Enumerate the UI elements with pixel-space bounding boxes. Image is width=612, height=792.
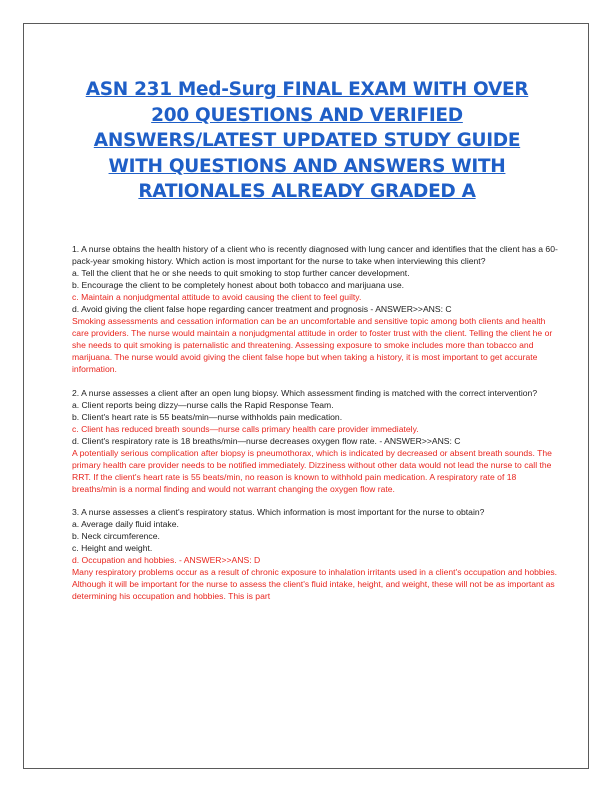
option-c-correct: c. Client has reduced breath sounds—nurse calls primary health care provider immediately. [72, 423, 419, 434]
option-b: b. Encourage the client to be completely honest about both tobacco and marijuana use. [72, 280, 405, 291]
rationale: A potentially serious complication after biopsy is pneumothorax, which is indicated by decreased or absent breath sounds. The primary health care provider needs to be notified immediately. Dizziness without other data would not lead the nurse to call the RRT. If the client's heart rate is 55 beats/min, no reason is known to withhold pain medication. A respiratory rate of 18 breaths/min is a normal finding and would not warrant changing the oxygen flow rate. [72, 447, 552, 494]
rationale: Smoking assessments and cessation information can be an uncomfortable and sensitive topic among both clients and health care providers. The nurse would maintain a nonjudgmental attitude in order to foster trust with the client. Telling the client he or she needs to quit smoking is paternalistic and threatening. Assessing exposure to smoke includes more than tobacco and marijuana. The nurse would avoid giving the client false hope but when taking a history, it is most important to get accurate information. [72, 316, 553, 375]
document-page [23, 23, 589, 769]
question-stem: 1. A nurse obtains the health history of a client who is recently diagnosed with lung cancer and identifies that the client has a 60-pack-year smoking history. Which action is most important for the nurse to take when interviewing this client? [72, 244, 558, 267]
question-3 [72, 506, 562, 602]
option-d-correct: d. Occupation and hobbies. - ANSWER>>ANS: D [72, 555, 261, 566]
question-1 [72, 243, 562, 376]
option-b: b. Neck circumference. [72, 531, 160, 542]
option-c: c. Height and weight. [72, 543, 153, 554]
question-stem: 2. A nurse assesses a client after an open lung biopsy. Which assessment finding is matched with the correct intervention? [72, 387, 538, 398]
option-c-correct: c. Maintain a nonjudgmental attitude to avoid causing the client to feel guilty. [72, 292, 362, 303]
document-title[interactable]: ASN 231 Med-Surg FINAL EXAM WITH OVER 200 QUESTIONS AND VERIFIED ANSWERS/LATEST UPDATED STUDY GUIDE WITH QUESTIONS AND ANSWERS WITH RATIONALES ALREADY GRADED A [85, 79, 529, 202]
question-stem: 3. A nurse assesses a client's respiratory status. Which information is most important for the nurse to obtain? [72, 506, 485, 517]
option-a: a. Client reports being dizzy—nurse calls the Rapid Response Team. [72, 399, 334, 410]
question-2 [72, 387, 562, 495]
option-b: b. Client's heart rate is 55 beats/min—nurse withholds pain medication. [72, 411, 343, 422]
question-list [72, 243, 562, 613]
option-d-answer: d. Avoid giving the client false hope regarding cancer treatment and prognosis - ANSWER>>ANS: C [72, 304, 452, 315]
option-d-answer: d. Client's respiratory rate is 18 breaths/min—nurse decreases oxygen flow rate. - ANSWER>>ANS: C [72, 435, 461, 446]
rationale: Many respiratory problems occur as a result of chronic exposure to inhalation irritants used in a client's occupation and hobbies. Although it will be important for the nurse to assess the client's fluid intake, height, and weight, these will not be as important as determining his occupation and hobbies. This is part [72, 567, 558, 602]
option-a: a. Average daily fluid intake. [72, 518, 179, 529]
option-a: a. Tell the client that he or she needs to quit smoking to stop further cancer development. [72, 268, 410, 279]
